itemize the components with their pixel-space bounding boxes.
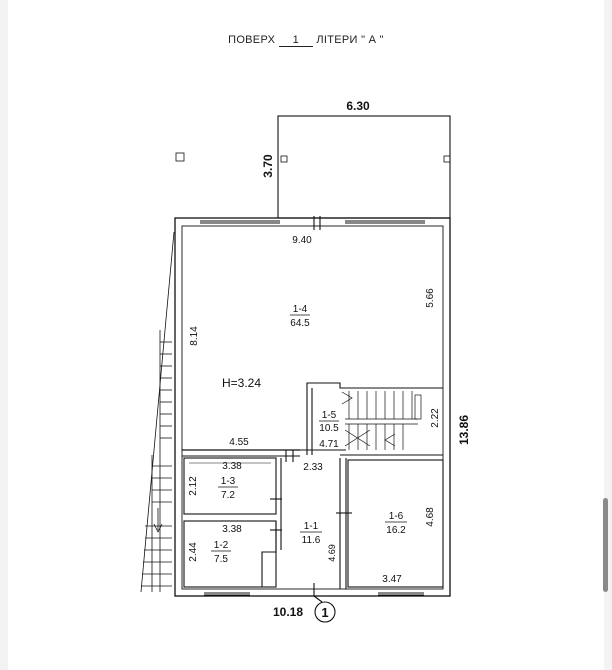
room-1-3-area: 7.2 <box>221 490 235 501</box>
dim-corridor-width: 2.33 <box>303 462 323 473</box>
marker-square-icon <box>176 153 184 161</box>
dim-room-1-4-right: 5.66 <box>425 288 436 308</box>
room-1-6-area: 16.2 <box>386 525 406 536</box>
dim-terrace-width: 6.30 <box>346 99 370 113</box>
letter-label: ЛІТЕРИ <box>316 34 358 46</box>
room-1-2-id: 1-2 <box>213 540 229 551</box>
room-1-1-area: 11.6 <box>301 535 321 546</box>
window-bottom-left <box>204 593 250 595</box>
room-1-5-area: 10.5 <box>319 423 339 434</box>
dim-corridor-height: 4.69 <box>327 544 337 562</box>
terrace-post-icon <box>281 156 287 162</box>
floor-label: ПОВЕРХ <box>228 34 276 46</box>
dim-room-1-6-width: 3.47 <box>382 574 402 585</box>
dim-total-depth: 13.86 <box>457 414 471 446</box>
dim-room-1-3-height: 2.12 <box>188 476 199 496</box>
stair-treads <box>342 391 421 450</box>
terrace-post-icon <box>444 156 450 162</box>
dim-terrace-depth: 3.70 <box>261 154 275 178</box>
room-1-4-id: 1-4 <box>292 304 308 315</box>
exterior-stair <box>141 232 174 592</box>
dim-stair-width: 4.71 <box>319 439 339 450</box>
room-1-2-area: 7.5 <box>214 554 228 565</box>
height-label: H=3.24 <box>222 376 262 390</box>
dim-room-1-4-left: 8.14 <box>189 326 200 346</box>
dim-room-1-2-width: 3.38 <box>222 524 242 535</box>
terrace-outline <box>278 116 450 218</box>
dim-total-width: 10.18 <box>272 605 304 619</box>
dim-room-1-4-bottom: 4.55 <box>229 437 249 448</box>
entrance-leader <box>314 596 322 602</box>
dim-room-1-6-height: 4.68 <box>425 507 436 527</box>
entrance-number: 1 <box>321 605 329 620</box>
window-bottom-right <box>378 593 424 595</box>
dim-stair-height: 2.22 <box>430 408 441 428</box>
room-1-3-id: 1-3 <box>220 476 236 487</box>
window-top-left <box>200 221 280 223</box>
dim-room-1-3-width: 3.38 <box>222 461 242 472</box>
letter-value: " А " <box>361 34 384 46</box>
room-1-6-id: 1-6 <box>388 511 404 522</box>
corridor-wall <box>262 521 276 587</box>
room-1-4-area: 64.5 <box>290 318 310 329</box>
room-1-5-id: 1-5 <box>321 410 337 421</box>
room-1-1-id: 1-1 <box>303 521 319 532</box>
window-top-right <box>345 221 425 223</box>
dim-room-1-4-width: 9.40 <box>292 235 312 246</box>
floor-number: 1 <box>279 34 313 47</box>
dim-room-1-2-height: 2.44 <box>188 542 199 562</box>
